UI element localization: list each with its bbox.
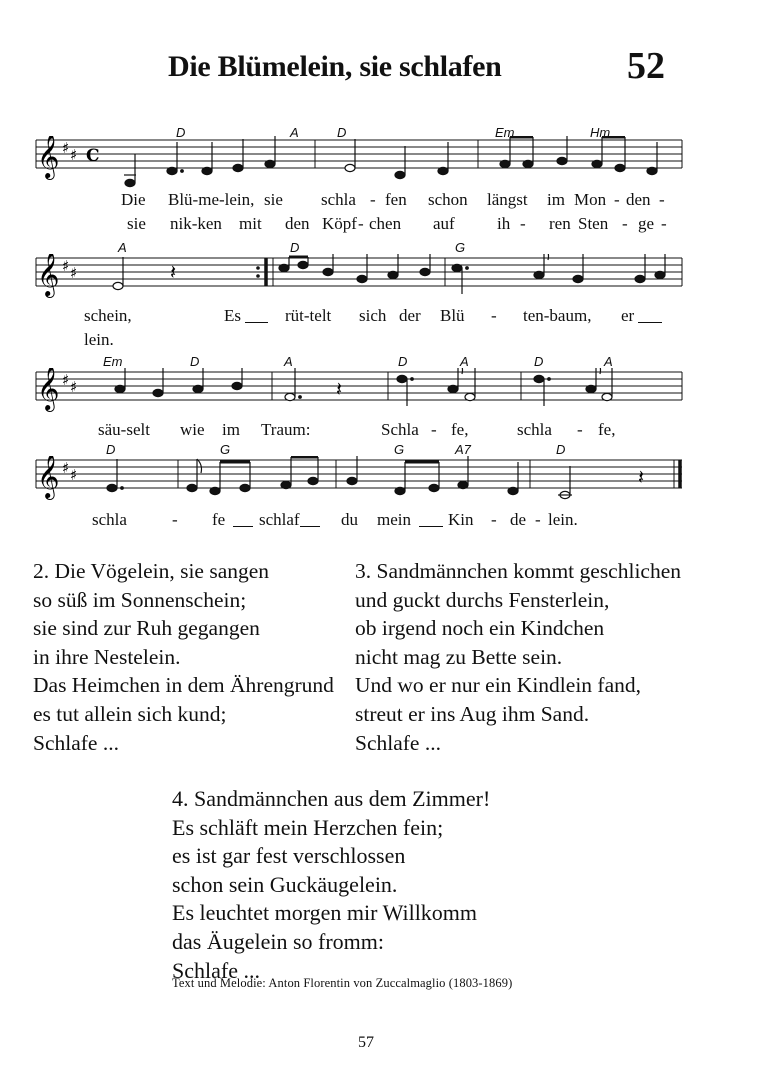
- lyric-syllable: säu-selt: [98, 420, 150, 439]
- lyric-hyphen: -: [520, 214, 526, 233]
- lyric-syllable: den: [285, 214, 310, 233]
- verse-line: Schlafe ...: [33, 730, 119, 755]
- chord-symbol: D: [534, 354, 544, 369]
- lyric-syllable: chen: [369, 214, 402, 233]
- lyric-syllable: Sten: [578, 214, 609, 233]
- lyric-hyphen: -: [659, 190, 665, 209]
- lyric-hyphen: -: [614, 190, 620, 209]
- lyric-syllable: lein.: [548, 510, 578, 529]
- chord-symbol: G: [394, 442, 405, 457]
- lyric-syllable: fe,: [451, 420, 469, 439]
- quarter-rest-icon: 𝄽: [170, 260, 177, 284]
- chord-symbol: Em: [103, 354, 123, 369]
- chord-symbol: D: [106, 442, 116, 457]
- quarter-rest-icon: 𝄽: [336, 377, 343, 401]
- lyric-syllable: du: [341, 510, 358, 529]
- lyric-syllable: Blü-me-lein,: [168, 190, 255, 209]
- chord-symbol: D: [337, 125, 347, 140]
- chord-symbol: G: [455, 240, 466, 255]
- chord-symbol: A: [604, 354, 613, 369]
- verse-4: [172, 785, 490, 985]
- lyric-syllable: lein.: [84, 330, 114, 349]
- lyric-syllable: sich: [359, 306, 387, 325]
- verse-3: [355, 557, 681, 757]
- verse-line: Schlafe ...: [172, 957, 260, 983]
- lyric-hyphen: -: [661, 214, 667, 233]
- lyric-hyphen: -: [535, 510, 541, 529]
- sharp-icon: ♯: [70, 378, 78, 396]
- lyric-hyphen: -: [431, 420, 437, 439]
- common-time-icon: C: [86, 146, 100, 166]
- lyric-syllable: der: [399, 306, 421, 325]
- treble-clef-icon: 𝄞: [37, 368, 60, 410]
- lyric-syllable: den: [626, 190, 651, 209]
- lyric-syllable: Schla: [381, 420, 419, 439]
- verse-line: schon sein Guckäugelein.: [172, 871, 398, 897]
- lyric-syllable: fe: [212, 510, 226, 529]
- lyric-hyphen: -: [491, 306, 497, 325]
- lyric-syllable: schlaf: [259, 510, 300, 529]
- lyric-syllable: Mon: [574, 190, 607, 209]
- lyric-syllable: im: [547, 190, 565, 209]
- lyric-syllable: längst: [487, 190, 528, 209]
- chord-symbol: D: [398, 354, 408, 369]
- chord-symbol: A: [118, 240, 127, 255]
- verse-line: ob irgend noch ein Kindchen: [355, 616, 605, 641]
- lyric-syllable: Blü: [440, 306, 465, 325]
- staff-4: [0, 456, 766, 510]
- author-credit: Text und Melodie: Anton Florentin von Zuccalmaglio (1803-1869): [172, 976, 513, 990]
- verse-line: Und wo er nur ein Kindlein fand,: [355, 673, 641, 698]
- verse-line: das Äugelein so fromm:: [172, 928, 385, 954]
- verse-line: Es schläft mein Herzchen fein;: [172, 814, 444, 840]
- lyric-hyphen: -: [622, 214, 628, 233]
- lyric-syllable: Traum:: [261, 420, 311, 439]
- treble-clef-icon: 𝄞: [37, 254, 60, 296]
- verse-line: sie sind zur Ruh gegangen: [33, 616, 260, 641]
- verse-line: und guckt durchs Fensterlein,: [355, 587, 610, 612]
- chord-symbol: D: [290, 240, 300, 255]
- lyric-syllable: nik-ken: [170, 214, 222, 233]
- song-title: Die Blümelein, sie schlafen: [168, 50, 502, 83]
- verse-line: so süß im Sonnenschein;: [33, 587, 247, 612]
- chord-symbol: A: [284, 354, 293, 369]
- lyric-hyphen: -: [172, 510, 178, 529]
- lyric-hyphen: -: [577, 420, 583, 439]
- lyric-syllable: sie: [264, 190, 283, 209]
- sharp-icon: ♯: [62, 139, 70, 157]
- verse-line: in ihre Nestelein.: [33, 644, 181, 669]
- sharp-icon: ♯: [70, 466, 78, 484]
- sharp-icon: ♯: [70, 146, 78, 164]
- lyric-hyphen: -: [370, 190, 376, 209]
- lyric-syllable: schein,: [84, 306, 132, 325]
- lyric-syllable: Kin: [448, 510, 474, 529]
- page-number: 57: [358, 1034, 374, 1051]
- sharp-icon: ♯: [70, 264, 78, 282]
- lyric-hyphen: -: [491, 510, 497, 529]
- lyric-syllable: schla: [517, 420, 552, 439]
- verse-line: Schlafe ...: [355, 730, 441, 755]
- staff-3: [0, 368, 766, 422]
- verse-line: 3. Sandmännchen kommt geschlichen: [355, 559, 682, 583]
- chord-symbol: Em: [495, 125, 515, 140]
- lyric-syllable: ten-baum,: [523, 306, 592, 325]
- staff-2: [0, 254, 766, 308]
- verse-line: es tut allein sich kund;: [33, 701, 227, 726]
- chord-symbol: Hm: [590, 125, 611, 140]
- lyric-syllable: ge: [638, 214, 655, 233]
- lyric-syllable: fen: [385, 190, 407, 209]
- verse-line: 4. Sandmännchen aus dem Zimmer!: [172, 786, 491, 811]
- lyric-syllable: ren: [549, 214, 571, 233]
- verse-line: es ist gar fest verschlossen: [172, 843, 406, 869]
- treble-clef-icon: 𝄞: [37, 136, 60, 178]
- lyric-syllable: schla: [321, 190, 356, 209]
- verse-2: [33, 557, 334, 757]
- lyric-syllable: Es: [224, 306, 241, 325]
- chord-symbol: A: [460, 354, 469, 369]
- sharp-icon: ♯: [62, 371, 70, 389]
- lyric-syllable: sie: [127, 214, 146, 233]
- verse-line: 2. Die Vögelein, sie sangen: [33, 559, 270, 583]
- lyric-syllable: mit: [239, 214, 262, 233]
- lyric-syllable: wie: [180, 420, 205, 439]
- lyric-syllable: de: [510, 510, 527, 529]
- sharp-icon: ♯: [62, 459, 70, 477]
- lyric-syllable: ih: [497, 214, 511, 233]
- lyric-syllable: fe,: [598, 420, 616, 439]
- lyric-syllable: schla: [92, 510, 127, 529]
- staff-1: [0, 136, 766, 196]
- verse-line: streut er ins Aug ihm Sand.: [355, 701, 590, 726]
- chord-symbol: D: [190, 354, 200, 369]
- lyric-hyphen: -: [358, 214, 364, 233]
- lyric-syllable: er: [621, 306, 635, 325]
- lyric-syllable: im: [222, 420, 240, 439]
- lyric-syllable: mein: [377, 510, 411, 529]
- lyric-syllable: rüt-telt: [285, 306, 332, 325]
- verse-line: Es leuchtet morgen mir Willkomm: [172, 900, 478, 926]
- quarter-rest-icon: 𝄽: [638, 465, 645, 489]
- lyric-syllable: auf: [433, 214, 455, 233]
- verse-line: nicht mag zu Bette sein.: [355, 644, 563, 669]
- chord-symbol: D: [176, 125, 186, 140]
- verse-line: Das Heimchen in dem Ährengrund: [33, 673, 334, 698]
- sharp-icon: ♯: [62, 257, 70, 275]
- lyric-syllable: Köpf: [322, 214, 357, 233]
- chord-symbol: A7: [455, 442, 471, 457]
- chord-symbol: A: [290, 125, 299, 140]
- chord-symbol: G: [220, 442, 231, 457]
- treble-clef-icon: 𝄞: [37, 456, 60, 498]
- lyric-syllable: schon: [428, 190, 468, 209]
- chord-symbol: D: [556, 442, 566, 457]
- song-number: 52: [627, 45, 665, 87]
- lyric-syllable: Die: [121, 190, 146, 209]
